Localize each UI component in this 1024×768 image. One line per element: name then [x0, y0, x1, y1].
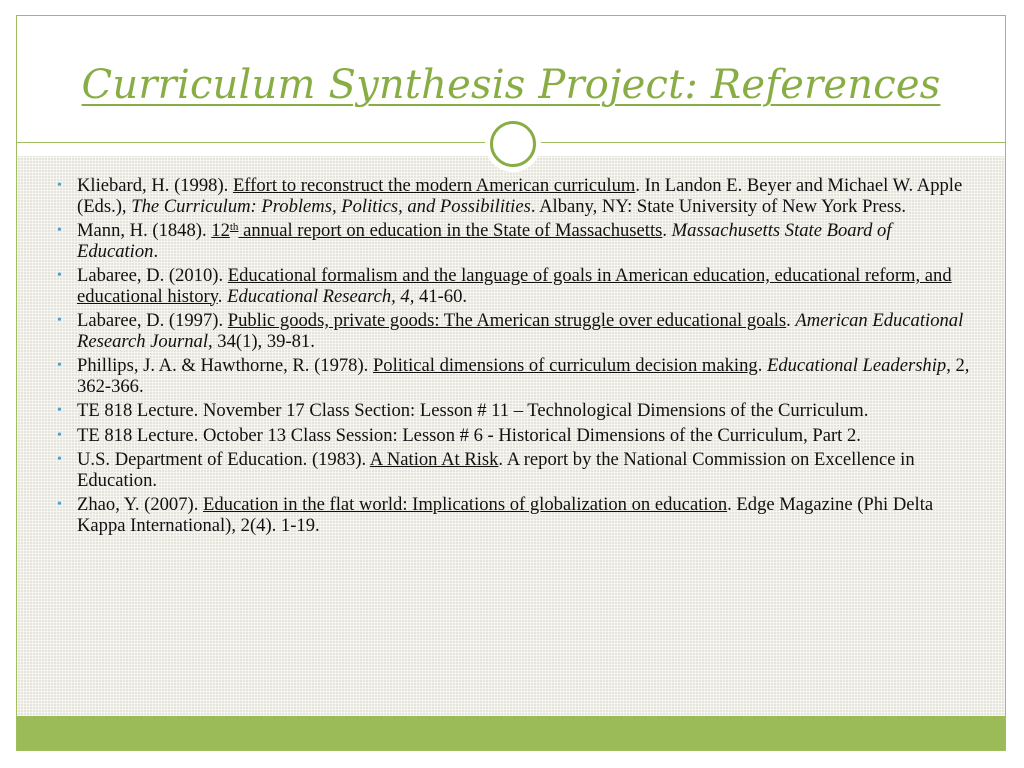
bullet-icon: •	[57, 268, 62, 283]
reference-link-text: Political dimensions of curriculum decision making	[372, 355, 758, 376]
reference-italic-text: Educational Research, 4,	[227, 285, 415, 307]
reference-link-text: 12	[211, 220, 230, 241]
reference-item	[55, 356, 975, 397]
reference-item	[55, 266, 975, 307]
reference-item	[55, 450, 975, 491]
reference-text: . A report by the National Commission on Excellence in Education.	[77, 449, 915, 491]
reference-item	[55, 311, 975, 352]
reference-text: .	[153, 240, 159, 262]
reference-link-text: Educational formalism and the language of goals in American education, educational reform, and educational history	[77, 265, 952, 307]
slide-title: Curriculum Synthesis Project: References	[81, 62, 941, 108]
reference-italic-text: Educational Leadership	[766, 355, 947, 376]
reference-link-text: Effort to reconstruct the modern American curriculum	[232, 175, 636, 196]
circle-ornament-icon	[485, 116, 541, 172]
reference-text: .	[662, 220, 672, 241]
slide	[16, 15, 1006, 751]
reference-text: . Albany, NY: State University of New York Press.	[530, 195, 906, 217]
reference-text: , 2, 362-366.	[77, 355, 970, 397]
reference-item	[55, 221, 975, 262]
bullet-icon: •	[57, 223, 62, 238]
bullet-icon: •	[57, 403, 62, 418]
reference-text: . Edge Magazine (Phi Delta Kappa International), 2(4). 1-19.	[77, 494, 934, 536]
reference-link-text: Education in the flat world: Implications of globalization on education	[203, 494, 728, 515]
bullet-icon: •	[57, 313, 62, 328]
bullet-icon: •	[57, 358, 62, 373]
footer-bar	[17, 716, 1005, 750]
reference-link-text: annual report on education in the State of Massachusetts	[238, 220, 663, 241]
reference-text: U.S. Department of Education. (1983).	[77, 449, 370, 470]
ring-icon	[490, 121, 536, 167]
bullet-icon: •	[57, 452, 62, 467]
reference-text: 41-60.	[414, 285, 468, 307]
reference-item	[55, 495, 975, 536]
reference-text: . In Landon E. Beyer and Michael W. Apple (Eds.),	[77, 175, 963, 217]
reference-text: .	[217, 285, 228, 307]
reference-text: .	[757, 355, 767, 376]
reference-item	[55, 176, 975, 217]
reference-text: Zhao, Y. (2007).	[77, 494, 204, 515]
bullet-icon: •	[57, 497, 62, 512]
reference-link-text: A Nation At Risk	[369, 449, 499, 470]
reference-italic-text: Massachusetts State Board of Education	[77, 220, 892, 262]
references-list	[55, 176, 975, 540]
reference-text: Mann, H. (1848).	[77, 220, 212, 241]
bullet-icon: •	[57, 427, 62, 443]
reference-text: , 34(1), 39-81.	[207, 330, 315, 352]
bullet-icon: •	[57, 178, 62, 193]
reference-text: TE 818 Lecture. October 13 Class Session: Lesson # 6 - Historical Dimensions of the Curriculum, Part 2.	[77, 424, 861, 446]
reference-link-text: Public goods, private goods: The American struggle over educational goals	[227, 310, 787, 331]
reference-link-text: th	[229, 221, 239, 233]
reference-text: Kliebard, H. (1998).	[77, 175, 233, 196]
reference-italic-text: The Curriculum: Problems, Politics, and Possibilities	[131, 195, 531, 217]
reference-item	[55, 401, 975, 422]
reference-text: TE 818 Lecture. November 17 Class Section: Lesson # 11 – Technological Dimensions of the Curriculum.	[77, 400, 869, 421]
reference-text: Phillips, J. A. & Hawthorne, R. (1978).	[77, 355, 373, 376]
reference-item	[55, 426, 975, 447]
reference-text: Labaree, D. (1997).	[77, 310, 228, 331]
reference-italic-text: American Educational Research Journal	[77, 310, 964, 352]
reference-text: .	[786, 310, 796, 331]
reference-text: Labaree, D. (2010).	[77, 265, 228, 286]
